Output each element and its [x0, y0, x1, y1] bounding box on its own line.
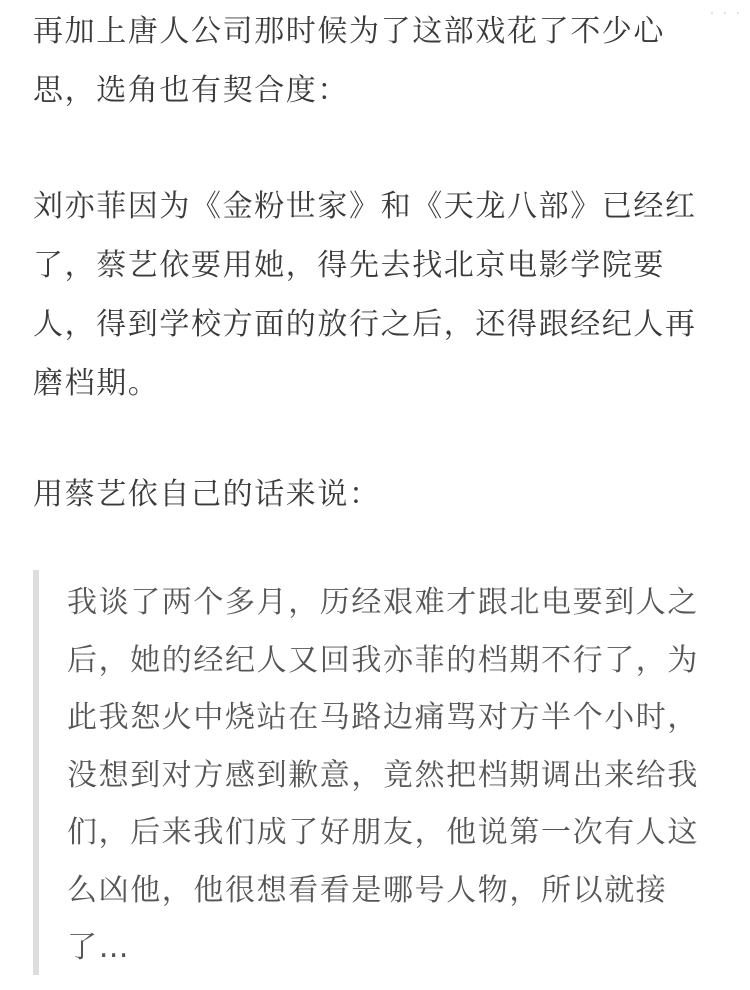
paragraph-intro: 再加上唐人公司那时候为了这部戏花了不少心 思，选角也有契合度： — [33, 14, 665, 108]
dots-icon: · · · — [709, 6, 742, 22]
paragraph-casting: 刘亦菲因为《金粉世家》和《天龙八部》已经红 了，蔡艺依要用她，得先去找北京电影学院要 人，得到学校方面的放行之后，还得跟经纪人再 磨档期。 — [33, 189, 697, 401]
blockquote-text: 我谈了两个多月，历经艰难才跟北电要到人之 后，她的经纪人又回我亦菲的档期不行了，为 此我恕火中烧站在马路边痛骂对方半个小时， 没想到对方感到歉意，竟然把档期调出来给我 们，后来我们成了好朋友，他说第一次有人这 么凶他，他很想看看是哪号人物，所以就接 了… — [67, 585, 699, 965]
paragraph-quote-lead: 用蔡艺依自己的话来说： — [33, 477, 381, 512]
blockquote — [33, 570, 723, 975]
